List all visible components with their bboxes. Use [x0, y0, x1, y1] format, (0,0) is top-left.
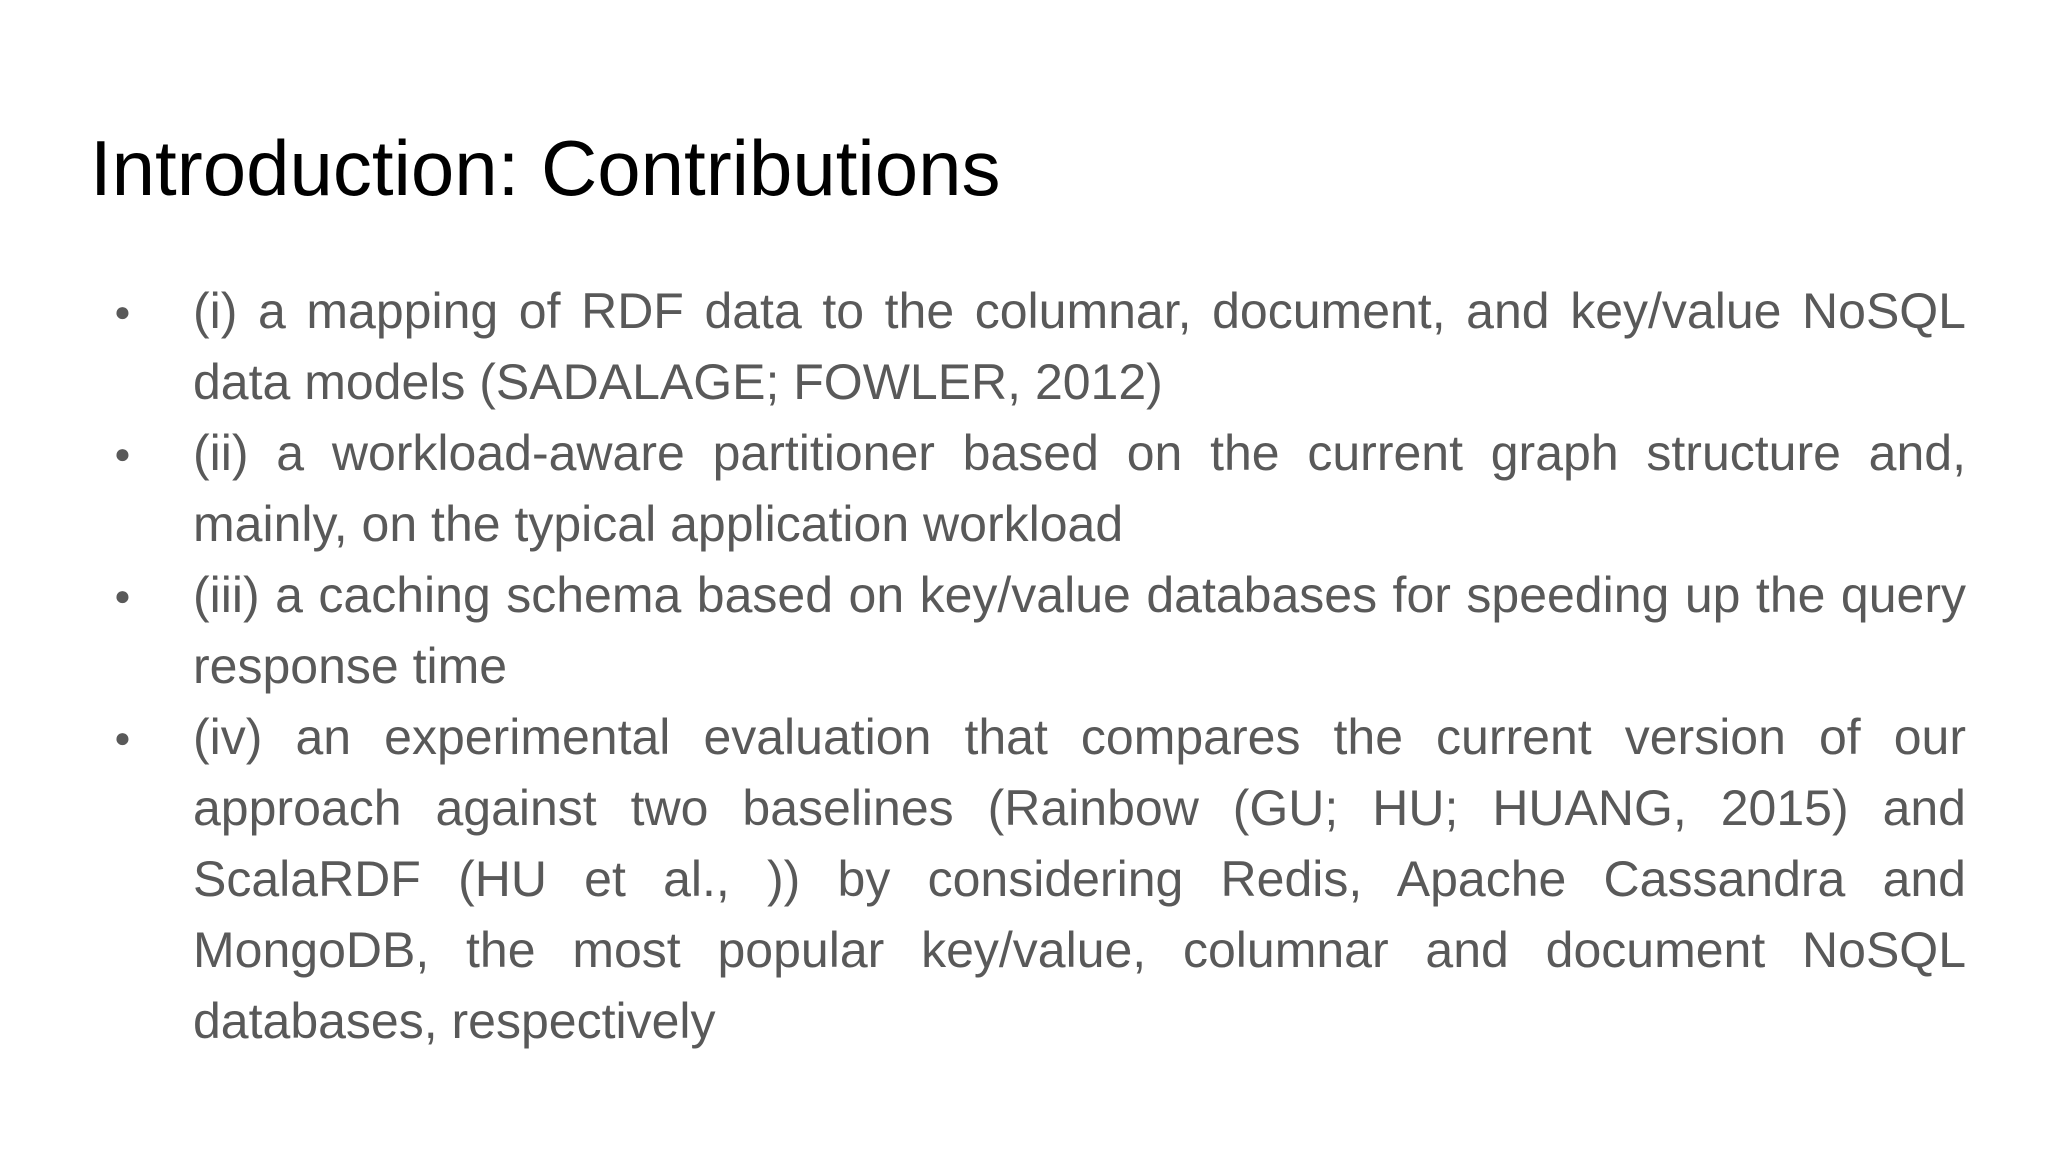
bullet-dot-icon: ●	[114, 438, 131, 469]
bullet-text: (iv) an experimental evaluation that compares the current version of our approach against two baselines (Rainbow (GU; HU; HUANG, 2015) and ScalaRDF (HU et al., )) by considering Redis, Apache Cassandra and MongoDB, the most popular key/value, columnar and document NoSQL databases, respectively	[193, 709, 1966, 1049]
bullet-dot-icon: ●	[114, 722, 131, 753]
bullet-dot-icon: ●	[114, 580, 131, 611]
bullet-text: (i) a mapping of RDF data to the columnar, document, and key/value NoSQL data models (SADALAGE; FOWLER, 2012)	[193, 283, 1966, 410]
bullet-item-4	[90, 702, 1966, 1057]
bullet-item-3	[90, 560, 1966, 702]
bullet-item-2	[90, 418, 1966, 560]
bullet-dot-icon: ●	[114, 296, 131, 327]
bullet-item-1	[90, 276, 1966, 418]
slide-title: Introduction: Contributions	[90, 124, 1001, 212]
bullet-list	[90, 276, 1966, 1057]
bullet-text: (iii) a caching schema based on key/value databases for speeding up the query response time	[193, 567, 1966, 694]
bullet-text: (ii) a workload-aware partitioner based on the current graph structure and, mainly, on the typical application workload	[193, 425, 1966, 552]
